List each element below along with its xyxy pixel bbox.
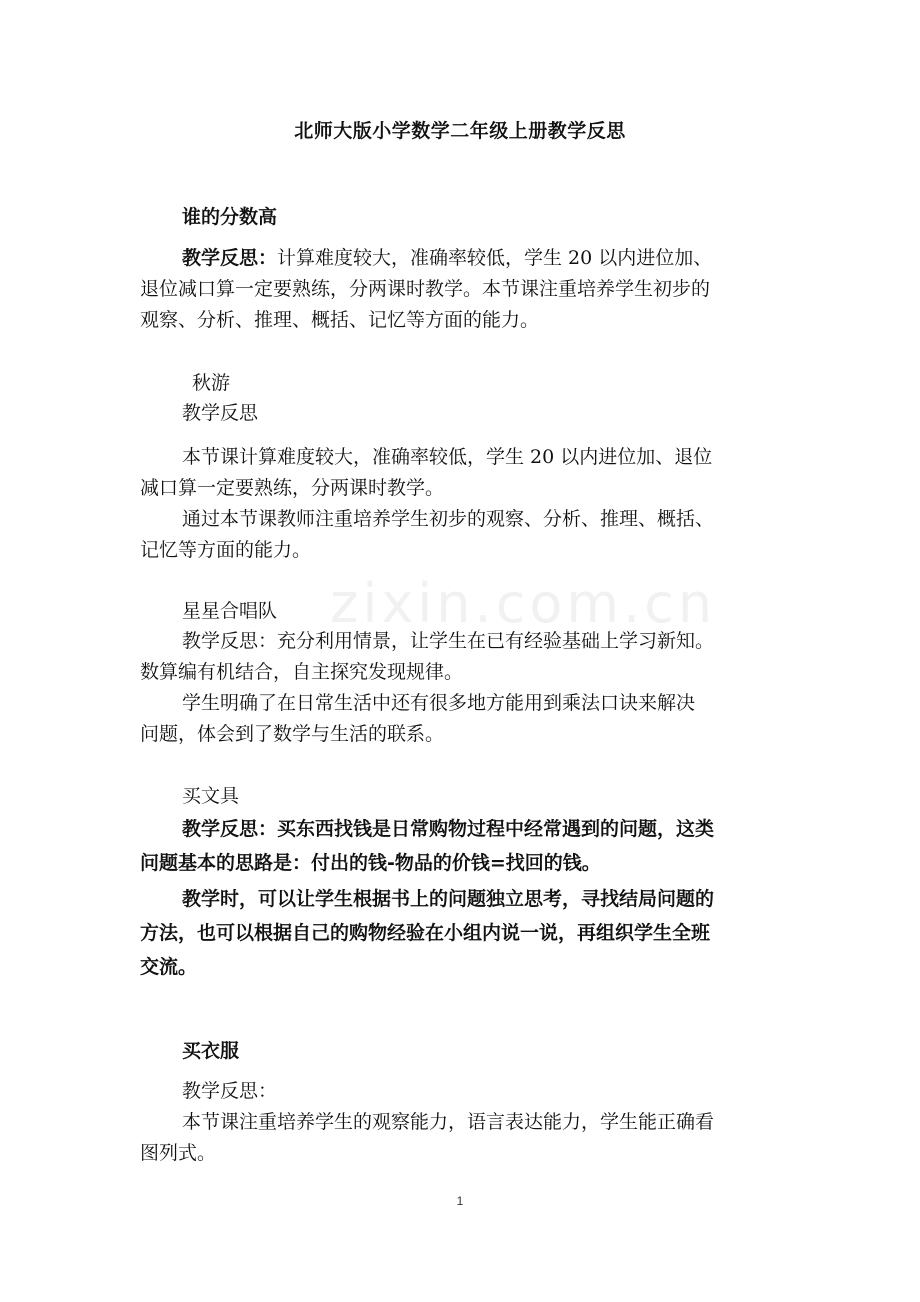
document-title: 北师大版小学数学二年级上册教学反思 <box>294 120 626 142</box>
section-5-paragraph-1 <box>140 1107 800 1169</box>
reflection-label: 教学反思： <box>182 247 278 269</box>
section-1-paragraph <box>140 243 800 336</box>
section-3-paragraph-2 <box>140 688 800 750</box>
section-5-p1-line-2: 图列式。 <box>140 1142 217 1164</box>
section-1-line-1 <box>140 243 800 274</box>
section-5-p1-line-1: 本节课注重培养学生的观察能力，语言表达能力，学生能正确看 <box>182 1111 715 1133</box>
section-3-paragraph-1 <box>140 626 800 688</box>
section-3-p2-line-1: 学生明确了在日常生活中还有很多地方能用到乘法口诀来解决 <box>182 692 696 714</box>
section-1-line-2: 退位减口算一定要熟练，分两课时教学。本节课注重培养学生初步的 <box>140 278 711 300</box>
section-2-subheading: 教学反思 <box>182 402 259 424</box>
section-heading-1: 谁的分数高 <box>182 206 278 228</box>
section-4-p1-line-2: 问题基本的思路是：付出的钱-物品的价钱=找回的钱。 <box>140 852 601 874</box>
section-5-label: 教学反思： <box>182 1080 278 1102</box>
section-4-p1-line-1: 教学反思：买东西找钱是日常购物过程中经常遇到的问题，这类 <box>182 818 715 840</box>
section-3-p1-line-1: 教学反思：充分利用情景，让学生在已有经验基础上学习新知。 <box>182 630 715 652</box>
section-4-p2-line-1: 教学时，可以让学生根据书上的问题独立思考，寻找结局问题的 <box>182 888 715 910</box>
section-2-paragraph-1 <box>140 442 800 504</box>
section-2-p2-line-2: 记忆等方面的能力。 <box>140 539 312 561</box>
section-3-p2-line-2: 问题，体会到了数学与生活的联系。 <box>140 723 445 745</box>
section-heading-5: 买衣服 <box>182 1040 240 1062</box>
section-2-p1-line-2: 减口算一定要熟练，分两课时教学。 <box>140 477 445 499</box>
section-4-paragraph-1 <box>140 812 800 880</box>
section-heading-3: 星星合唱队 <box>182 600 278 622</box>
section-4-p2-line-2: 方法，也可以根据自己的购物经验在小组内说一说，再组织学生全班 <box>140 922 711 944</box>
section-2-p1-line-1: 本节课计算难度较大，准确率较低，学生 20 以内进位加、退位 <box>182 446 713 468</box>
section-2-paragraph-2 <box>140 504 800 566</box>
section-heading-4: 买文具 <box>182 785 240 807</box>
section-4-paragraph-2 <box>140 882 800 984</box>
section-1-line-3: 观察、分析、推理、概括、记忆等方面的能力。 <box>140 309 540 331</box>
section-3-p1-line-2: 数算编有机结合，自主探究发现规律。 <box>140 661 464 683</box>
watermark-text: zixin.com.cn <box>330 572 717 635</box>
section-1-text-1: 计算难度较大，准确率较低，学生 20 以内进位加、 <box>277 247 713 269</box>
page-number: 1 <box>456 1194 464 1208</box>
section-4-p2-line-3: 交流。 <box>140 956 198 978</box>
section-heading-2: 秋游 <box>192 372 231 394</box>
section-2-p2-line-1: 通过本节课教师注重培养学生初步的观察、分析、推理、概括、 <box>182 508 715 530</box>
